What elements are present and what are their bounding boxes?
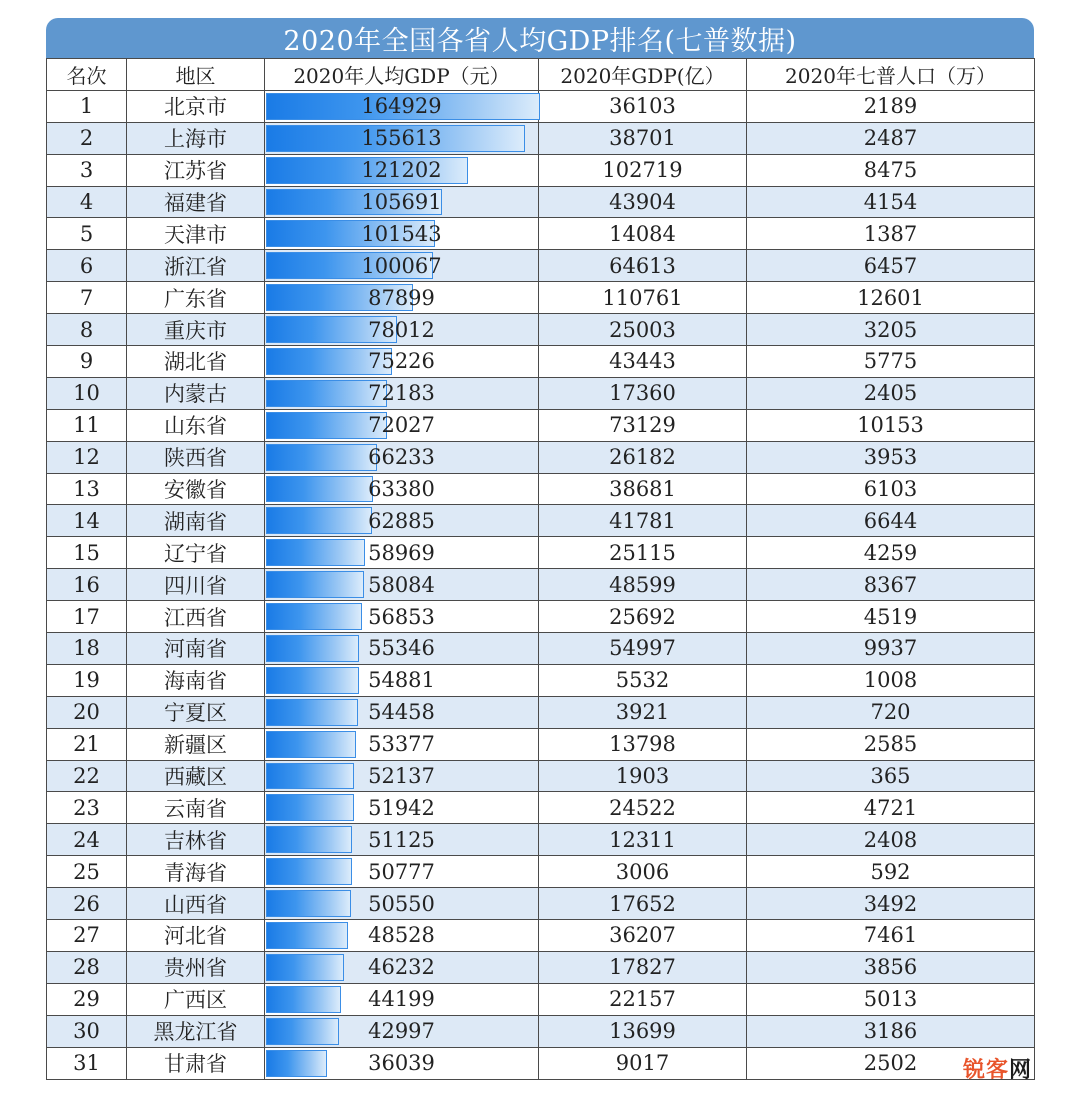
- table-row: [47, 888, 1035, 920]
- per-capita-gdp-cell: [265, 760, 539, 792]
- per-capita-gdp-value: 55346: [368, 636, 435, 661]
- per-capita-gdp-value: 56853: [368, 604, 435, 629]
- per-capita-gdp-value: 54458: [368, 700, 435, 725]
- rank-cell: 19: [47, 664, 127, 696]
- gdp-cell: 24522: [539, 792, 747, 824]
- region-cell: 山东省: [127, 409, 265, 441]
- data-bar: [266, 603, 362, 630]
- gdp-cell: 73129: [539, 409, 747, 441]
- rank-cell: 17: [47, 601, 127, 633]
- rank-cell: 16: [47, 569, 127, 601]
- per-capita-gdp-cell: [265, 601, 539, 633]
- table-row: [47, 90, 1035, 122]
- header-per-capita-gdp: 2020年人均GDP（元）: [265, 59, 539, 91]
- table-row: [47, 728, 1035, 760]
- table-row: [47, 856, 1035, 888]
- population-cell: 6644: [747, 505, 1035, 537]
- population-cell: 3953: [747, 441, 1035, 473]
- data-bar: [266, 539, 365, 566]
- region-cell: 甘肃省: [127, 1047, 265, 1079]
- population-cell: 12601: [747, 282, 1035, 314]
- watermark-part2: 网: [1008, 1058, 1032, 1083]
- gdp-cell: 17360: [539, 377, 747, 409]
- per-capita-gdp-cell: [265, 186, 539, 218]
- region-cell: 河南省: [127, 633, 265, 665]
- population-cell: 9937: [747, 633, 1035, 665]
- per-capita-gdp-cell: [265, 920, 539, 952]
- rank-cell: 23: [47, 792, 127, 824]
- rank-cell: 24: [47, 824, 127, 856]
- gdp-cell: 13798: [539, 728, 747, 760]
- per-capita-gdp-value: 36039: [368, 1051, 435, 1076]
- region-cell: 上海市: [127, 122, 265, 154]
- gdp-cell: 41781: [539, 505, 747, 537]
- per-capita-gdp-value: 78012: [368, 317, 435, 342]
- per-capita-gdp-value: 72183: [368, 381, 435, 406]
- header-rank: 名次: [47, 59, 127, 91]
- watermark-logo: [963, 1053, 1032, 1084]
- rank-cell: 25: [47, 856, 127, 888]
- per-capita-gdp-value: 62885: [368, 508, 435, 533]
- per-capita-gdp-cell: [265, 1015, 539, 1047]
- per-capita-gdp-cell: [265, 696, 539, 728]
- gdp-cell: 25115: [539, 537, 747, 569]
- region-cell: 浙江省: [127, 250, 265, 282]
- region-cell: 湖北省: [127, 346, 265, 378]
- rank-cell: 30: [47, 1015, 127, 1047]
- rank-cell: 10: [47, 377, 127, 409]
- gdp-cell: 25003: [539, 314, 747, 346]
- rank-cell: 8: [47, 314, 127, 346]
- population-cell: 8475: [747, 154, 1035, 186]
- population-cell: 4259: [747, 537, 1035, 569]
- per-capita-gdp-value: 66233: [368, 445, 435, 470]
- data-bar: [266, 954, 344, 981]
- region-cell: 宁夏区: [127, 696, 265, 728]
- table-row: [47, 218, 1035, 250]
- table-row: [47, 1015, 1035, 1047]
- per-capita-gdp-cell: [265, 282, 539, 314]
- table-row: [47, 473, 1035, 505]
- population-cell: 365: [747, 760, 1035, 792]
- population-cell: 3186: [747, 1015, 1035, 1047]
- watermark-part1: 锐客: [962, 1058, 1009, 1083]
- per-capita-gdp-value: 58969: [368, 540, 435, 565]
- per-capita-gdp-cell: [265, 473, 539, 505]
- region-cell: 江苏省: [127, 154, 265, 186]
- data-bar: [266, 731, 356, 758]
- region-cell: 青海省: [127, 856, 265, 888]
- table-row: [47, 920, 1035, 952]
- rank-cell: 9: [47, 346, 127, 378]
- data-bar: [266, 922, 348, 949]
- population-cell: 2585: [747, 728, 1035, 760]
- gdp-cell: 14084: [539, 218, 747, 250]
- region-cell: 重庆市: [127, 314, 265, 346]
- rank-cell: 4: [47, 186, 127, 218]
- header-population: 2020年七普人口（万）: [747, 59, 1035, 91]
- population-cell: 4721: [747, 792, 1035, 824]
- per-capita-gdp-cell: [265, 792, 539, 824]
- gdp-ranking-sheet: [46, 18, 1034, 1080]
- per-capita-gdp-cell: [265, 90, 539, 122]
- population-cell: 592: [747, 856, 1035, 888]
- region-cell: 内蒙古: [127, 377, 265, 409]
- data-bar: [266, 1050, 327, 1077]
- rank-cell: 13: [47, 473, 127, 505]
- rank-cell: 21: [47, 728, 127, 760]
- region-cell: 西藏区: [127, 760, 265, 792]
- table-row: [47, 441, 1035, 473]
- per-capita-gdp-cell: [265, 218, 539, 250]
- data-bar: [266, 763, 354, 790]
- table-row: [47, 569, 1035, 601]
- region-cell: 江西省: [127, 601, 265, 633]
- region-cell: 云南省: [127, 792, 265, 824]
- gdp-cell: 54997: [539, 633, 747, 665]
- population-cell: 2189: [747, 90, 1035, 122]
- per-capita-gdp-cell: [265, 154, 539, 186]
- table-row: [47, 505, 1035, 537]
- table-row: [47, 314, 1035, 346]
- per-capita-gdp-value: 105691: [361, 190, 442, 214]
- table-row: [47, 346, 1035, 378]
- per-capita-gdp-cell: [265, 346, 539, 378]
- per-capita-gdp-cell: [265, 824, 539, 856]
- table-row: [47, 282, 1035, 314]
- population-cell: 720: [747, 696, 1035, 728]
- per-capita-gdp-cell: [265, 951, 539, 983]
- region-cell: 天津市: [127, 218, 265, 250]
- per-capita-gdp-value: 54881: [368, 668, 435, 693]
- rank-cell: 7: [47, 282, 127, 314]
- gdp-cell: 26182: [539, 441, 747, 473]
- population-cell: 5013: [747, 983, 1035, 1015]
- data-bar: [266, 890, 351, 917]
- population-cell: 3492: [747, 888, 1035, 920]
- population-cell: 2487: [747, 122, 1035, 154]
- gdp-cell: 5532: [539, 664, 747, 696]
- per-capita-gdp-cell: [265, 441, 539, 473]
- per-capita-gdp-value: 50777: [368, 859, 435, 884]
- gdp-cell: 3921: [539, 696, 747, 728]
- per-capita-gdp-cell: [265, 664, 539, 696]
- per-capita-gdp-value: 46232: [368, 955, 435, 980]
- region-cell: 黑龙江省: [127, 1015, 265, 1047]
- per-capita-gdp-value: 100067: [361, 253, 442, 278]
- population-cell: 7461: [747, 920, 1035, 952]
- gdp-cell: 43904: [539, 186, 747, 218]
- region-cell: 广东省: [127, 282, 265, 314]
- rank-cell: 14: [47, 505, 127, 537]
- gdp-cell: 48599: [539, 569, 747, 601]
- gdp-cell: 1903: [539, 760, 747, 792]
- rank-cell: 6: [47, 250, 127, 282]
- region-cell: 辽宁省: [127, 537, 265, 569]
- data-bar: [266, 1018, 339, 1045]
- gdp-cell: 102719: [539, 154, 747, 186]
- table-row: [47, 951, 1035, 983]
- data-bar: [266, 986, 341, 1013]
- rank-cell: 27: [47, 920, 127, 952]
- rank-cell: 3: [47, 154, 127, 186]
- rank-cell: 26: [47, 888, 127, 920]
- rank-cell: 15: [47, 537, 127, 569]
- region-cell: 北京市: [127, 90, 265, 122]
- table-row: [47, 122, 1035, 154]
- per-capita-gdp-value: 75226: [368, 349, 435, 374]
- population-cell: 4154: [747, 186, 1035, 218]
- per-capita-gdp-value: 58084: [368, 572, 435, 597]
- rank-cell: 2: [47, 122, 127, 154]
- table-row: [47, 664, 1035, 696]
- table-row: [47, 633, 1035, 665]
- per-capita-gdp-value: 50550: [368, 891, 435, 916]
- table-title: 2020年全国各省人均GDP排名(七普数据): [46, 18, 1034, 58]
- rank-cell: 28: [47, 951, 127, 983]
- table-row: [47, 186, 1035, 218]
- rank-cell: 31: [47, 1047, 127, 1079]
- population-cell: 6457: [747, 250, 1035, 282]
- gdp-cell: 38681: [539, 473, 747, 505]
- rank-cell: 18: [47, 633, 127, 665]
- rank-cell: 29: [47, 983, 127, 1015]
- per-capita-gdp-cell: [265, 728, 539, 760]
- region-cell: 贵州省: [127, 951, 265, 983]
- table-row: [47, 537, 1035, 569]
- data-bar: [266, 858, 352, 885]
- gdp-cell: 13699: [539, 1015, 747, 1047]
- per-capita-gdp-cell: [265, 122, 539, 154]
- per-capita-gdp-value: 155613: [361, 126, 442, 151]
- table-row: [47, 154, 1035, 186]
- per-capita-gdp-cell: [265, 505, 539, 537]
- population-cell: 2405: [747, 377, 1035, 409]
- gdp-cell: 38701: [539, 122, 747, 154]
- per-capita-gdp-cell: [265, 250, 539, 282]
- gdp-cell: 110761: [539, 282, 747, 314]
- gdp-cell: 9017: [539, 1047, 747, 1079]
- population-cell: 3856: [747, 951, 1035, 983]
- region-cell: 四川省: [127, 569, 265, 601]
- per-capita-gdp-value: 48528: [368, 923, 435, 948]
- gdp-cell: 3006: [539, 856, 747, 888]
- per-capita-gdp-value: 63380: [368, 477, 435, 502]
- table-row: [47, 250, 1035, 282]
- population-cell: 2502: [747, 1047, 1035, 1079]
- per-capita-gdp-cell: [265, 856, 539, 888]
- rank-cell: 22: [47, 760, 127, 792]
- table-row: [47, 409, 1035, 441]
- table-row: [47, 983, 1035, 1015]
- data-bar: [266, 507, 372, 534]
- population-cell: 6103: [747, 473, 1035, 505]
- table-row: [47, 792, 1035, 824]
- per-capita-gdp-value: 87899: [368, 285, 435, 310]
- table-row: [47, 377, 1035, 409]
- rank-cell: 12: [47, 441, 127, 473]
- region-cell: 河北省: [127, 920, 265, 952]
- table-row: [47, 1047, 1035, 1079]
- region-cell: 新疆区: [127, 728, 265, 760]
- region-cell: 福建省: [127, 186, 265, 218]
- gdp-cell: 17652: [539, 888, 747, 920]
- gdp-cell: 12311: [539, 824, 747, 856]
- gdp-cell: 36103: [539, 90, 747, 122]
- gdp-cell: 64613: [539, 250, 747, 282]
- data-bar: [266, 476, 373, 503]
- per-capita-gdp-value: 121202: [361, 158, 442, 183]
- table-row: [47, 760, 1035, 792]
- gdp-table: [46, 58, 1035, 1080]
- per-capita-gdp-value: 72027: [368, 413, 435, 438]
- gdp-cell: 43443: [539, 346, 747, 378]
- per-capita-gdp-value: 51125: [368, 827, 435, 852]
- header-gdp: 2020年GDP(亿）: [539, 59, 747, 91]
- per-capita-gdp-cell: [265, 537, 539, 569]
- gdp-cell: 17827: [539, 951, 747, 983]
- population-cell: 8367: [747, 569, 1035, 601]
- table-row: [47, 696, 1035, 728]
- per-capita-gdp-cell: [265, 314, 539, 346]
- header-row: [47, 59, 1035, 91]
- data-bar: [266, 667, 359, 694]
- table-row: [47, 601, 1035, 633]
- data-bar: [266, 635, 359, 662]
- population-cell: 1387: [747, 218, 1035, 250]
- per-capita-gdp-value: 53377: [368, 732, 435, 757]
- region-cell: 安徽省: [127, 473, 265, 505]
- per-capita-gdp-cell: [265, 569, 539, 601]
- per-capita-gdp-cell: [265, 888, 539, 920]
- per-capita-gdp-value: 164929: [361, 94, 442, 119]
- per-capita-gdp-value: 51942: [368, 795, 435, 820]
- population-cell: 5775: [747, 346, 1035, 378]
- per-capita-gdp-cell: [265, 983, 539, 1015]
- population-cell: 3205: [747, 314, 1035, 346]
- region-cell: 吉林省: [127, 824, 265, 856]
- table-row: [47, 824, 1035, 856]
- table-body: [47, 90, 1035, 1079]
- rank-cell: 5: [47, 218, 127, 250]
- per-capita-gdp-value: 44199: [368, 987, 435, 1012]
- population-cell: 1008: [747, 664, 1035, 696]
- rank-cell: 20: [47, 696, 127, 728]
- population-cell: 10153: [747, 409, 1035, 441]
- per-capita-gdp-cell: [265, 409, 539, 441]
- data-bar: [266, 826, 352, 853]
- region-cell: 陕西省: [127, 441, 265, 473]
- per-capita-gdp-value: 52137: [368, 764, 435, 789]
- region-cell: 海南省: [127, 664, 265, 696]
- per-capita-gdp-cell: [265, 633, 539, 665]
- per-capita-gdp-cell: [265, 1047, 539, 1079]
- per-capita-gdp-cell: [265, 377, 539, 409]
- population-cell: 4519: [747, 601, 1035, 633]
- per-capita-gdp-value: 42997: [368, 1019, 435, 1044]
- data-bar: [266, 699, 358, 726]
- gdp-cell: 25692: [539, 601, 747, 633]
- rank-cell: 11: [47, 409, 127, 441]
- data-bar: [266, 571, 364, 598]
- population-cell: 2408: [747, 824, 1035, 856]
- per-capita-gdp-value: 101543: [361, 221, 442, 246]
- data-bar: [266, 444, 377, 471]
- gdp-cell: 22157: [539, 983, 747, 1015]
- rank-cell: 1: [47, 90, 127, 122]
- region-cell: 湖南省: [127, 505, 265, 537]
- data-bar: [266, 794, 354, 821]
- gdp-cell: 36207: [539, 920, 747, 952]
- region-cell: 广西区: [127, 983, 265, 1015]
- region-cell: 山西省: [127, 888, 265, 920]
- header-region: 地区: [127, 59, 265, 91]
